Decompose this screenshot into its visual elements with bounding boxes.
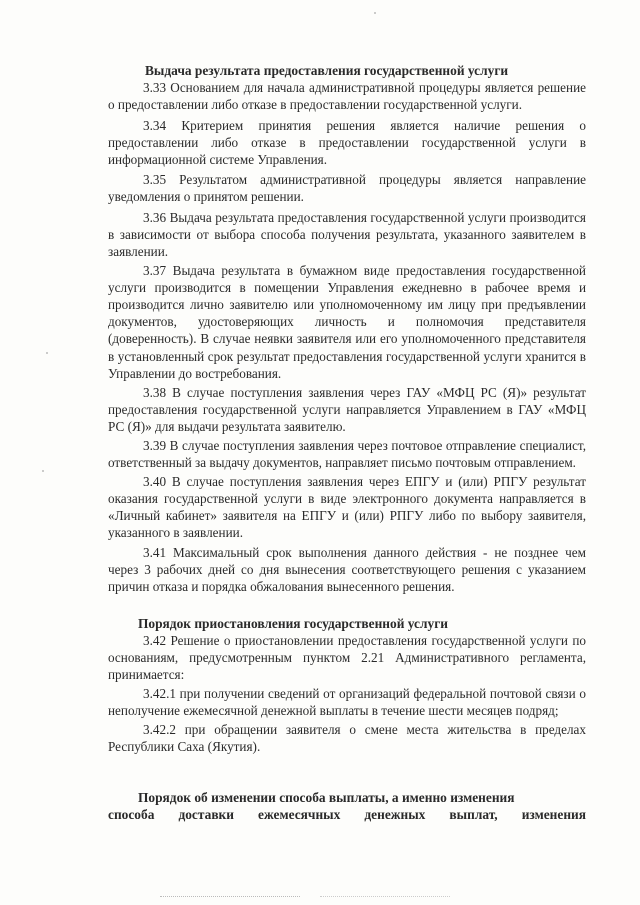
scan-footer-mark xyxy=(160,895,300,897)
paragraph-3-42: 3.42 Решение о приостановлении предоставления государственной услуги по основаниям, предусмотренным пунктом 2.21 Административного регламента, принимается: xyxy=(108,632,586,683)
scan-footer-mark xyxy=(320,895,450,897)
paragraph-3-39: 3.39 В случае поступления заявления через почтовое отправление специалист, ответственный за выдачу документов, направляет письмо почтовым отправлением. xyxy=(108,437,586,471)
scan-speck xyxy=(374,12,376,14)
section-title-payment-change xyxy=(108,789,586,823)
scan-speck xyxy=(46,352,48,354)
section-title-result-issuance: Выдача результата предоставления государственной услуги xyxy=(145,63,509,78)
paragraph-3-33: 3.33 Основанием для начала административной процедуры является решение о предоставлении либо отказе в предоставлении государственной услуги. xyxy=(108,80,586,113)
paragraph-3-35: 3.35 Результатом административной процедуры является направление уведомления о принятом решении. xyxy=(108,171,586,204)
section-title-payment-change-line1: Порядок об изменении способа выплаты, а именно изменения xyxy=(138,789,515,805)
paragraph-3-37: 3.37 Выдача результата в бумажном виде предоставления государственной услуги производится в помещении Управления ежедневно в рабочее время и производится лично заявителю или уполномоченному им лицу при предъявлении документов, удостоверяющих личность и полномочия представителя (доверенность). В случае неявки заявителя или его уполномоченного представителя в установленный срок результат предоставления государственной услуги хранится в Управлении до востребования. xyxy=(108,263,586,381)
paragraph-3-36: 3.36 Выдача результата предоставления государственной услуги производится в зависимости от выбора способа получения результата, указанного заявителем в заявлении. xyxy=(108,209,586,259)
section-title-suspension: Порядок приостановления государственной услуги xyxy=(138,615,448,631)
paragraph-3-40: 3.40 В случае поступления заявления через ЕПГУ и (или) РПГУ результат оказания государственной услуги в виде электронного документа направляется в «Личный кабинет» заявителя на ЕПГУ и (или) РПГУ либо по выбору заявителя, указанного в заявлении. xyxy=(108,474,586,541)
paragraph-3-41: 3.41 Максимальный срок выполнения данного действия - не позднее чем через 3 рабочих дней со дня вынесения соответствующего решения с указанием причин отказа и порядка обжалования вынесенного решения. xyxy=(108,544,586,594)
paragraph-3-34: 3.34 Критерием принятия решения является наличие решения о предоставлении либо отказе в предоставлении государственной услуги в информационной системе Управления. xyxy=(108,118,586,168)
paragraph-3-42-1: 3.42.1 при получении сведений от организаций федеральной почтовой связи о неполучение ежемесячной денежной выплаты в течение шести месяцев подряд; xyxy=(108,686,586,719)
document-page xyxy=(108,62,586,823)
paragraph-3-38: 3.38 В случае поступления заявления через ГАУ «МФЦ РС (Я)» результат предоставления государственной услуги направляется Управлением в ГАУ «МФЦ РС (Я)» для выдачи результата заявителю. xyxy=(108,384,586,434)
paragraph-3-42-2: 3.42.2 при обращении заявителя о смене места жительства в пределах Республики Саха (Якутия). xyxy=(108,722,586,755)
scan-speck xyxy=(42,470,44,472)
section-title-payment-change-line2: способа доставки ежемесячных денежных выплат, изменения xyxy=(108,806,586,822)
